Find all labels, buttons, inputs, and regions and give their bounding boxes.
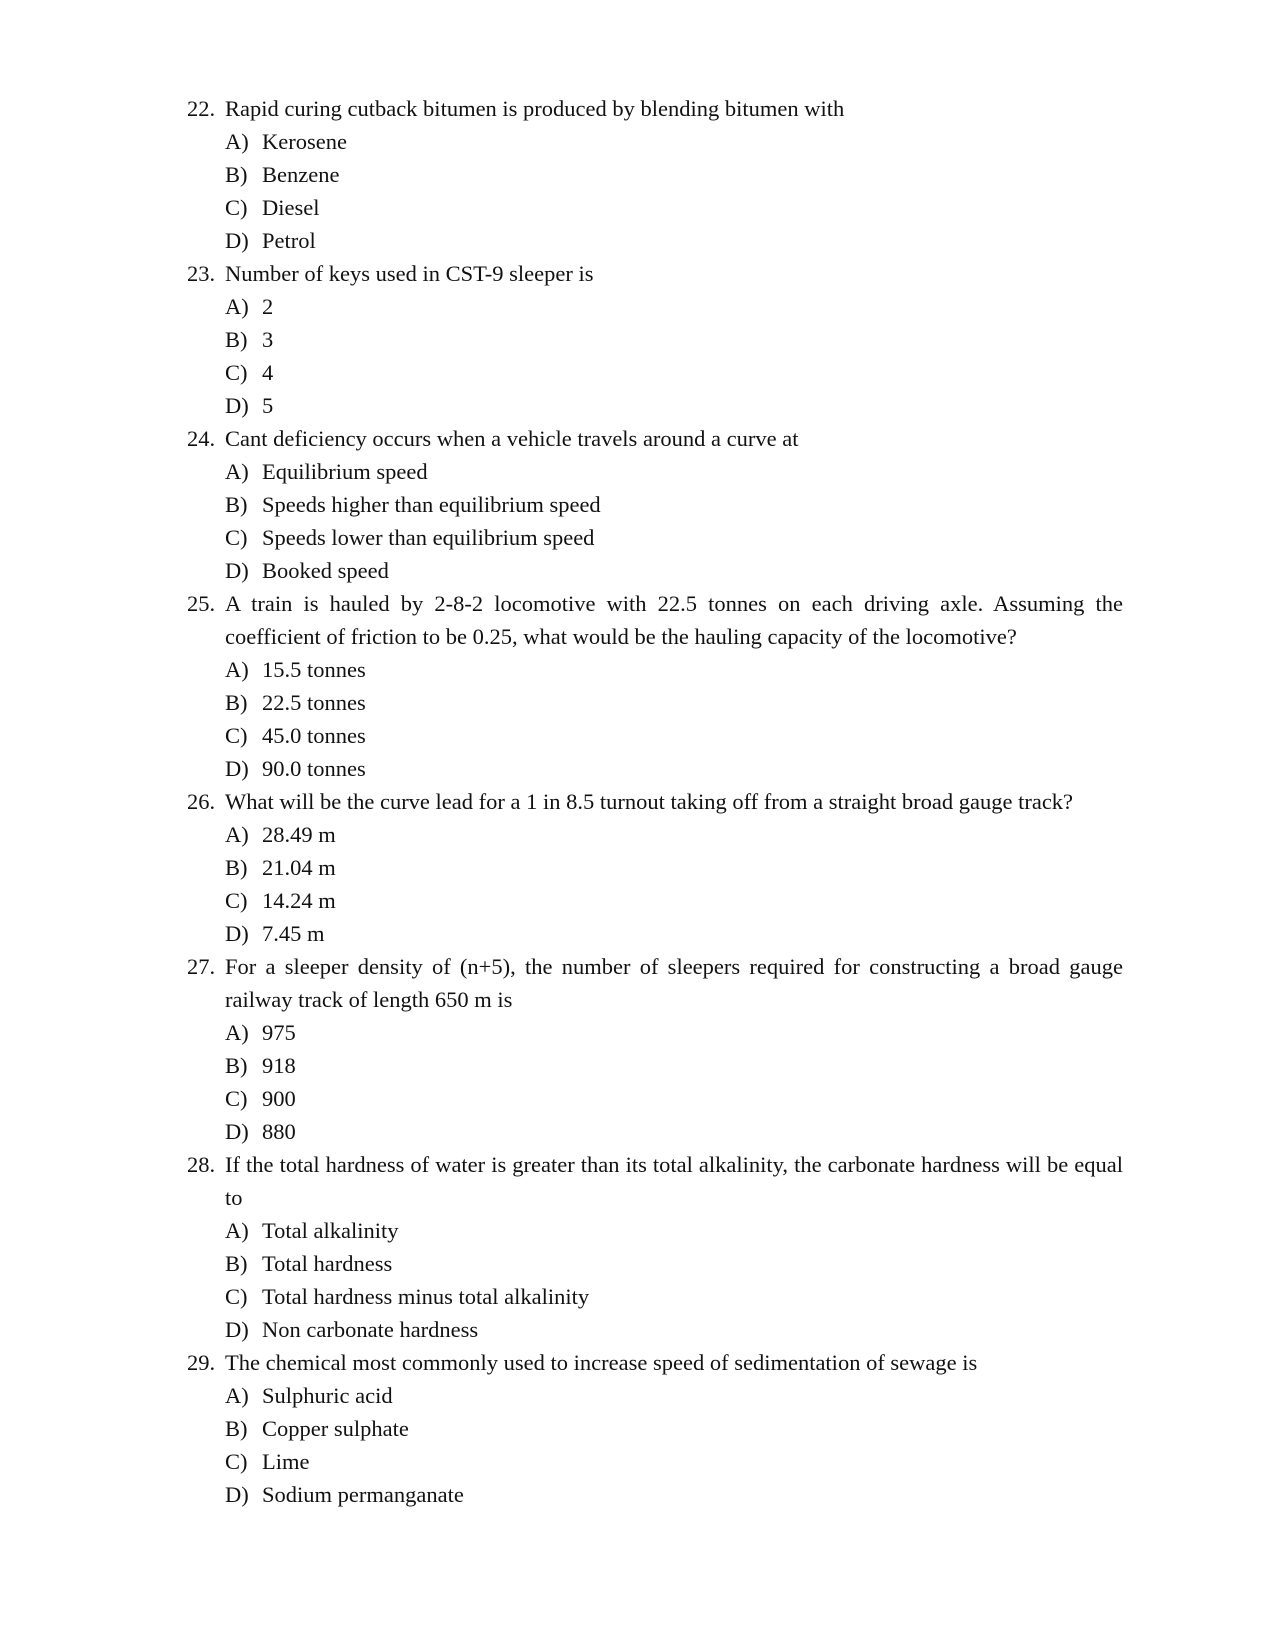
option-letter: B) <box>225 327 248 352</box>
option-list <box>225 1016 1123 1148</box>
option-text: Total hardness minus total alkalinity <box>262 1284 590 1309</box>
option-text: Speeds higher than equilibrium speed <box>262 492 601 517</box>
option-c <box>225 356 1123 389</box>
option-letter: C) <box>225 1449 248 1474</box>
option-c <box>225 191 1123 224</box>
question-29 <box>187 1346 1123 1511</box>
option-text: Lime <box>262 1449 310 1474</box>
option-text: 3 <box>262 327 274 352</box>
option-letter: D) <box>225 1482 249 1507</box>
option-text: 14.24 m <box>262 888 336 913</box>
option-b <box>225 1049 1123 1082</box>
option-letter: D) <box>225 1119 249 1144</box>
option-text: 7.45 m <box>262 921 325 946</box>
option-d <box>225 752 1123 785</box>
option-letter: D) <box>225 921 249 946</box>
option-list <box>225 653 1123 785</box>
option-letter: B) <box>225 492 248 517</box>
question-number: 24. <box>187 426 216 451</box>
question-number: 29. <box>187 1350 216 1375</box>
option-text: Sodium permanganate <box>262 1482 464 1507</box>
option-letter: D) <box>225 756 249 781</box>
option-text: Equilibrium speed <box>262 459 428 484</box>
option-b <box>225 851 1123 884</box>
option-c <box>225 884 1123 917</box>
question-text: What will be the curve lead for a 1 in 8.5 turnout taking off from a straight broad gauge track? <box>225 789 1074 814</box>
option-b <box>225 1412 1123 1445</box>
question-text: Number of keys used in CST-9 sleeper is <box>225 261 594 286</box>
option-b <box>225 1247 1123 1280</box>
question-text: Cant deficiency occurs when a vehicle travels around a curve at <box>225 426 799 451</box>
question-25 <box>187 587 1123 785</box>
option-c <box>225 1445 1123 1478</box>
option-text: Total hardness <box>262 1251 393 1276</box>
option-text: Benzene <box>262 162 340 187</box>
option-letter: C) <box>225 360 248 385</box>
option-list <box>225 1214 1123 1346</box>
question-number: 22. <box>187 96 216 121</box>
option-text: Kerosene <box>262 129 347 154</box>
question-26 <box>187 785 1123 950</box>
option-letter: A) <box>225 1383 249 1408</box>
option-d <box>225 1478 1123 1511</box>
question-24 <box>187 422 1123 587</box>
option-letter: B) <box>225 1251 248 1276</box>
option-letter: C) <box>225 888 248 913</box>
option-d <box>225 1115 1123 1148</box>
option-a <box>225 653 1123 686</box>
option-b <box>225 158 1123 191</box>
question-text: If the total hardness of water is greater than its total alkalinity, the carbonate hardness will be equal to <box>225 1152 1123 1210</box>
option-list <box>225 125 1123 257</box>
option-letter: D) <box>225 228 249 253</box>
option-text: Speeds lower than equilibrium speed <box>262 525 595 550</box>
option-text: 28.49 m <box>262 822 336 847</box>
option-a <box>225 290 1123 323</box>
question-27 <box>187 950 1123 1148</box>
option-letter: B) <box>225 690 248 715</box>
option-a <box>225 1214 1123 1247</box>
option-a <box>225 1379 1123 1412</box>
option-text: 90.0 tonnes <box>262 756 366 781</box>
question-list <box>187 92 1123 1511</box>
option-text: Booked speed <box>262 558 389 583</box>
option-a <box>225 455 1123 488</box>
option-letter: B) <box>225 162 248 187</box>
option-letter: D) <box>225 1317 249 1342</box>
option-text: Petrol <box>262 228 316 253</box>
option-letter: A) <box>225 1020 249 1045</box>
question-text: For a sleeper density of (n+5), the number of sleepers required for constructing a broad gauge railway track of length 650 m is <box>225 954 1123 1012</box>
option-d <box>225 554 1123 587</box>
question-number: 25. <box>187 591 216 616</box>
option-text: 918 <box>262 1053 296 1078</box>
question-number: 23. <box>187 261 216 286</box>
option-letter: A) <box>225 657 249 682</box>
option-d <box>225 917 1123 950</box>
option-d <box>225 224 1123 257</box>
option-c <box>225 719 1123 752</box>
option-letter: B) <box>225 1053 248 1078</box>
option-a <box>225 1016 1123 1049</box>
option-letter: A) <box>225 822 249 847</box>
option-letter: C) <box>225 1284 248 1309</box>
option-list <box>225 455 1123 587</box>
option-text: 900 <box>262 1086 296 1111</box>
option-letter: C) <box>225 195 248 220</box>
option-letter: A) <box>225 1218 249 1243</box>
question-text: Rapid curing cutback bitumen is produced by blending bitumen with <box>225 96 845 121</box>
question-number: 27. <box>187 954 216 979</box>
option-text: Non carbonate hardness <box>262 1317 479 1342</box>
question-22 <box>187 92 1123 257</box>
question-number: 26. <box>187 789 216 814</box>
option-d <box>225 389 1123 422</box>
question-23 <box>187 257 1123 422</box>
option-text: 21.04 m <box>262 855 336 880</box>
option-text: 5 <box>262 393 274 418</box>
option-b <box>225 488 1123 521</box>
option-letter: C) <box>225 723 248 748</box>
question-number: 28. <box>187 1152 216 1177</box>
option-b <box>225 686 1123 719</box>
option-text: 975 <box>262 1020 296 1045</box>
option-letter: C) <box>225 525 248 550</box>
option-letter: A) <box>225 459 249 484</box>
option-list <box>225 818 1123 950</box>
option-text: 15.5 tonnes <box>262 657 366 682</box>
option-text: Sulphuric acid <box>262 1383 393 1408</box>
option-letter: D) <box>225 393 249 418</box>
question-28 <box>187 1148 1123 1346</box>
option-a <box>225 125 1123 158</box>
option-c <box>225 1280 1123 1313</box>
question-text: The chemical most commonly used to increase speed of sedimentation of sewage is <box>225 1350 978 1375</box>
option-letter: A) <box>225 129 249 154</box>
option-letter: B) <box>225 855 248 880</box>
option-text: 880 <box>262 1119 296 1144</box>
option-text: Copper sulphate <box>262 1416 409 1441</box>
option-letter: D) <box>225 558 249 583</box>
option-b <box>225 323 1123 356</box>
option-c <box>225 1082 1123 1115</box>
option-text: 45.0 tonnes <box>262 723 366 748</box>
option-text: Total alkalinity <box>262 1218 399 1243</box>
option-letter: C) <box>225 1086 248 1111</box>
question-text: A train is hauled by 2-8-2 locomotive with 22.5 tonnes on each driving axle. Assuming the coefficient of friction to be 0.25, what would be the hauling capacity of the locomotive? <box>225 591 1123 649</box>
option-letter: B) <box>225 1416 248 1441</box>
option-list <box>225 290 1123 422</box>
option-text: 4 <box>262 360 274 385</box>
option-letter: A) <box>225 294 249 319</box>
option-d <box>225 1313 1123 1346</box>
option-list <box>225 1379 1123 1511</box>
option-c <box>225 521 1123 554</box>
option-text: 22.5 tonnes <box>262 690 366 715</box>
option-a <box>225 818 1123 851</box>
option-text: 2 <box>262 294 274 319</box>
option-text: Diesel <box>262 195 320 220</box>
